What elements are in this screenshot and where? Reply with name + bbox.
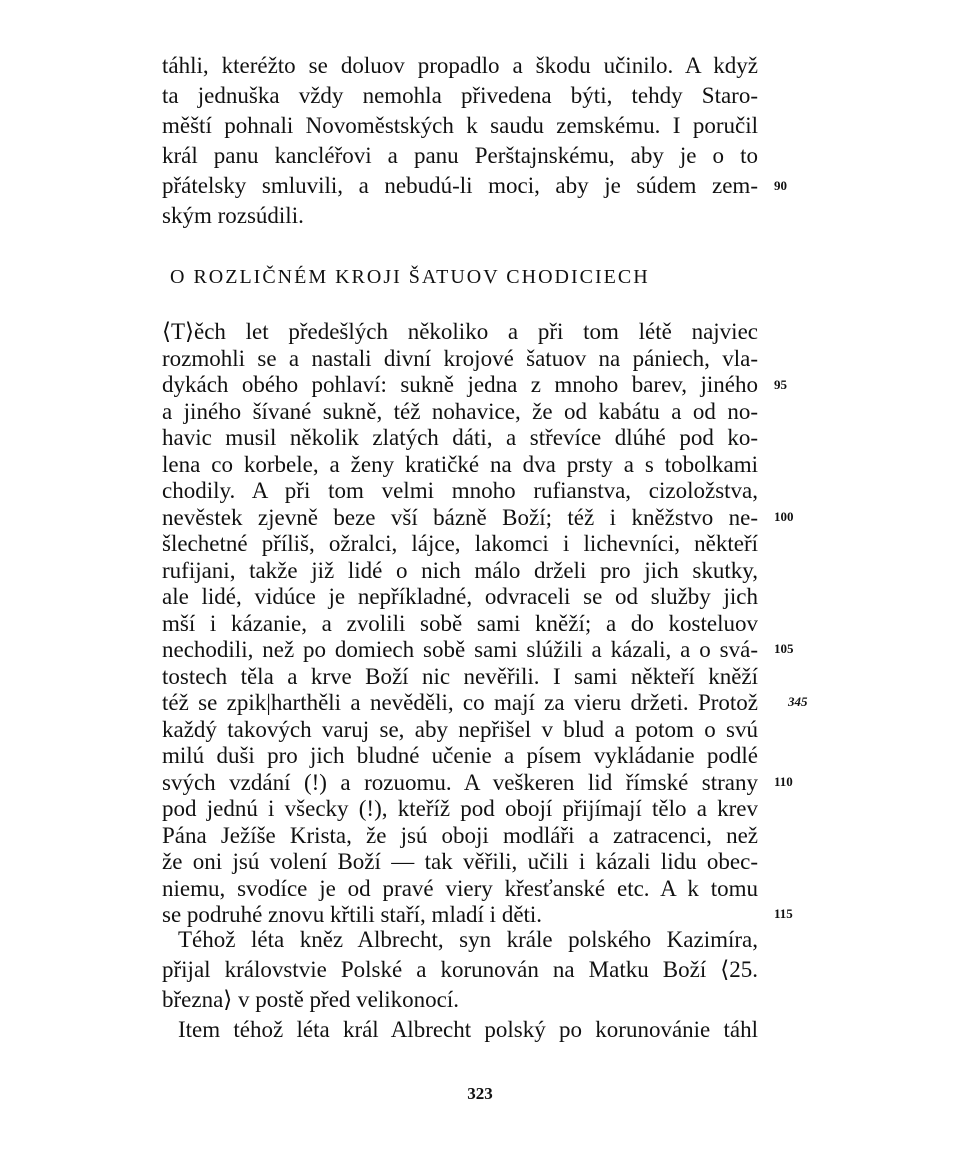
text-line: rozmohli se a nastali divní krojové šatuov na pániech, vla-: [162, 345, 758, 371]
text-line: dykách obého pohlaví: sukně jedna z mnoho barev, jiného: [162, 372, 758, 397]
line-number: 115: [774, 906, 793, 921]
text-line: Pána Ježíše Krista, že jsú oboji modláři a zatracenci, než: [162, 822, 758, 848]
text-line: též se zpik|harthěli a nevěděli, co mají za vieru držeti. Protož: [162, 690, 758, 715]
text-line: Téhož léta kněz Albrecht, syn krále polského Kazimíra,: [178, 927, 758, 952]
text-line: měští pohnali Novoměstských k saudu zemskému. I poručil: [162, 113, 758, 138]
margin-page-reference: 345: [788, 694, 808, 709]
text-line: lena co korbele, a ženy kratičké na dva prsty a s tobolkami: [162, 451, 758, 477]
text-line: března⟩ v postě před velikonocí.: [162, 987, 460, 1012]
text-line: mší i kázanie, a zvolili sobě sami kněží; a do kosteluov: [162, 610, 758, 636]
text-line: tostech těla a krve Boží nic nevěřili. I sami někteří kněží: [162, 663, 758, 689]
text-line: svých vzdání (!) a rozuomu. A veškeren lid římské strany: [162, 769, 758, 795]
text-line: každý takových varuj se, aby nepřišel v blud a potom o svú: [162, 716, 758, 742]
text-line: šlechetné příliš, ožralci, lájce, lakomci i lichevníci, někteří: [162, 531, 758, 556]
text-line: ⟨T⟩ěch let předešlých několiko a při tom létě najviec: [162, 319, 758, 344]
line-number: 90: [774, 178, 787, 193]
text-line: král panu kancléřovi a panu Perštajnskému, aby je o to: [162, 143, 758, 168]
text-line: havic musil několik zlatých dáti, a střevíce dlúhé pod ko-: [162, 425, 758, 450]
text-line: ta jednuška vždy nemohla přivedena býti, tehdy Staro-: [162, 83, 758, 108]
section-heading: O ROZLIČNÉM KROJI ŠATUOV CHODICIECH: [170, 266, 650, 288]
text-line: přátelsky smluvili, a nebudú-li moci, aby je súdem zem-: [162, 173, 758, 198]
line-number: 95: [774, 377, 787, 392]
text-line: niemu, svodíce je od pravé viery křesťanské etc. A k tomu: [162, 875, 758, 901]
text-line: přijal královstvie Polské a korunován na Matku Boží ⟨25.: [162, 957, 758, 982]
line-number: 105: [774, 641, 794, 656]
text-line: chodily. A při tom velmi mnoho rufianstva, cizoložstva,: [162, 478, 758, 503]
text-line: rufijani, takže již lidé o nich málo drželi pro jich skutky,: [162, 557, 758, 583]
text-line: ale lidé, vidúce je nepříkladné, odvraceli se od služby jich: [162, 584, 758, 609]
line-number: 110: [774, 774, 793, 789]
text-line: pod jednú i všecky (!), kteříž pod obojí přijímají tělo a krev: [162, 796, 758, 821]
text-line: nevěstek zjevně beze vší bázně Boží; též i kněžstvo ne-: [162, 504, 758, 530]
text-line: že oni jsú volení Boží — tak věřili, učili i kázali lidu obec-: [162, 849, 758, 874]
text-line: ským rozsúdili.: [162, 203, 304, 228]
text-line: a jiného šívané sukně, též nohavice, že od kabátu a od no-: [162, 398, 758, 424]
line-number: 100: [774, 509, 794, 524]
text-line: táhli, kteréžto se doluov propadlo a škodu učinilo. A když: [162, 53, 758, 78]
text-line: Item téhož léta král Albrecht polský po korunovánie táhl: [178, 1017, 758, 1042]
page-number: 323: [467, 1084, 493, 1103]
text-line: se podruhé znovu křtili staří, mladí i děti.: [162, 902, 543, 927]
text-line: nechodili, než po domiech sobě sami slúžili a kázali, a o svá-: [162, 637, 758, 662]
text-line: milú duši pro jich bludné učenie a písem vykládanie podlé: [162, 743, 758, 768]
